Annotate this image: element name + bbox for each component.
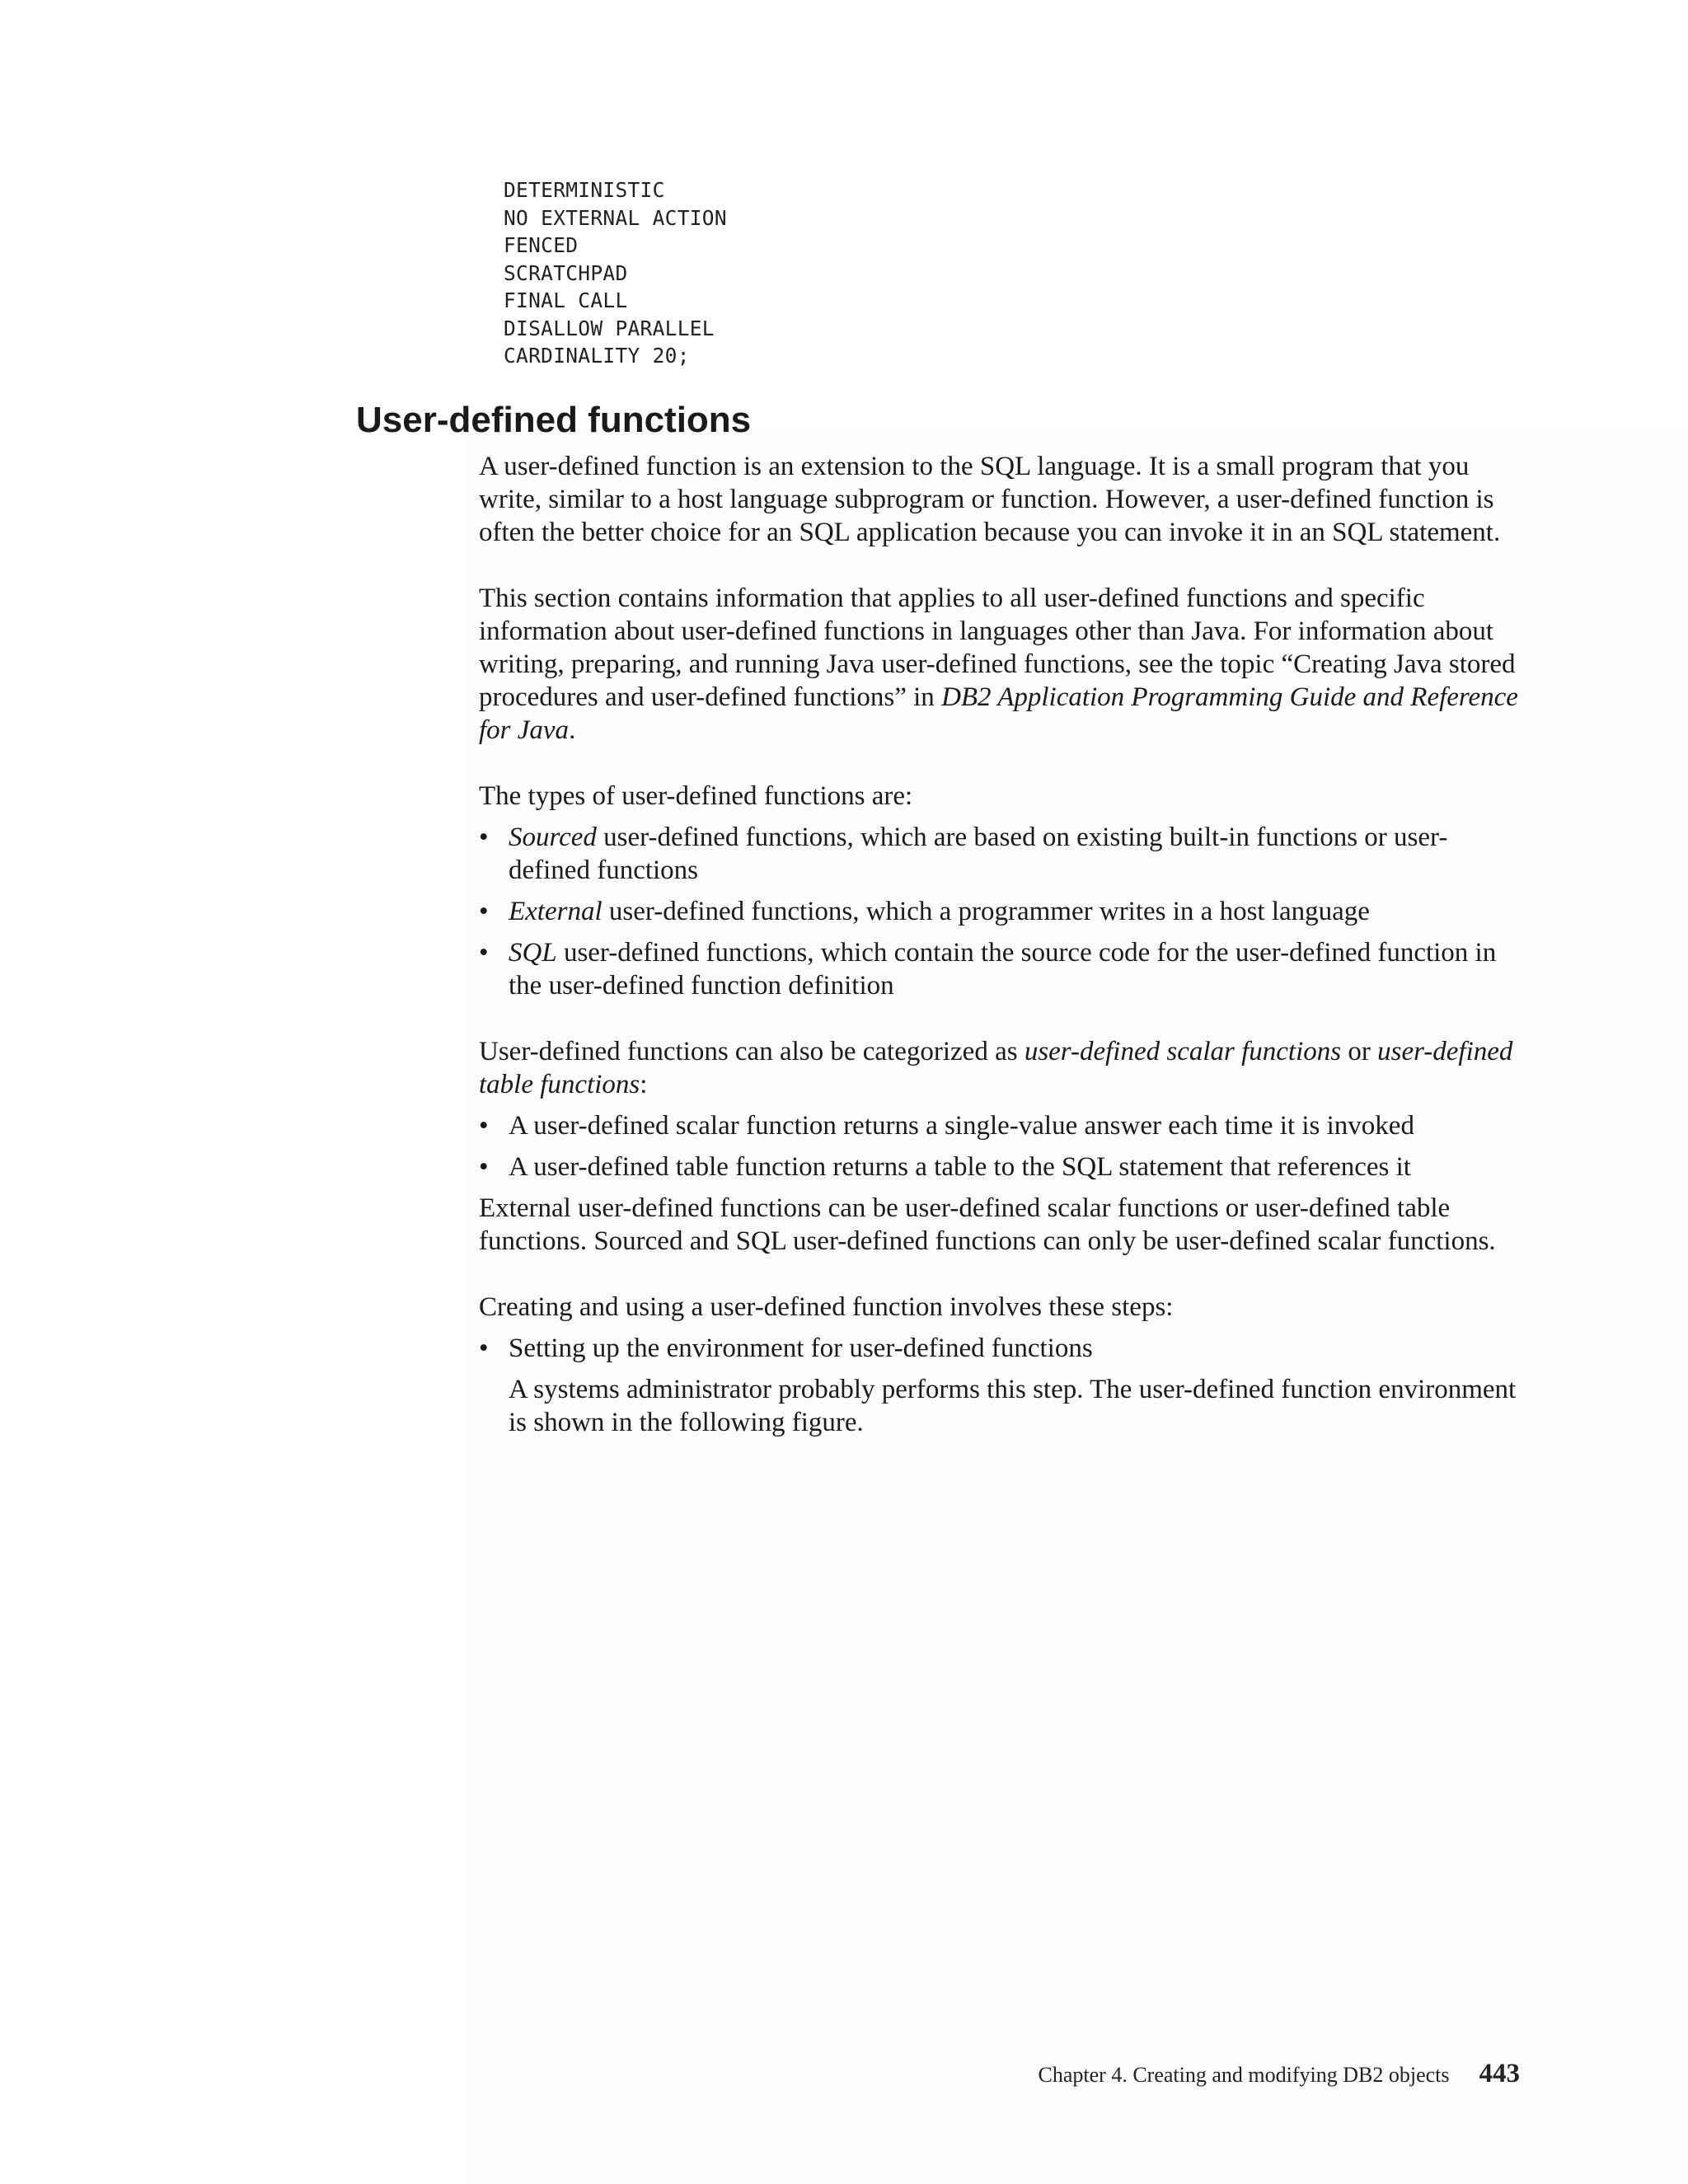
code-line: CARDINALITY 20; xyxy=(504,344,690,368)
list-item xyxy=(479,1151,1526,1183)
page-footer xyxy=(1039,2057,1520,2092)
bullet-icon: • xyxy=(479,1333,489,1363)
types-intro: The types of user-defined functions are: xyxy=(479,781,913,811)
category-end: : xyxy=(640,1070,648,1099)
type-term: External xyxy=(509,897,603,926)
chapter-title: Chapter 4. Creating and modifying DB2 objects xyxy=(1038,2063,1450,2087)
scalar-term: user-defined scalar functions xyxy=(1024,1037,1342,1066)
list-item xyxy=(479,936,1526,1002)
code-line: DISALLOW PARALLEL xyxy=(504,316,715,340)
intro-paragraph: A user-defined function is an extension to the SQL language. It is a small program that you write, similar to a host language subprogram or function. However, a user-defined function is often the better choice for an SQL application because you can invoke it in an SQL statement. xyxy=(479,452,1501,547)
bullet-icon: • xyxy=(479,1111,489,1141)
list-item xyxy=(479,895,1526,928)
scope-paragraph xyxy=(479,582,1526,747)
category-item-text: A user-defined scalar function returns a single-value answer each time it is invoked xyxy=(509,1111,1414,1141)
book-reference: DB2 Application Programming Guide and Reference for Java xyxy=(479,682,1518,745)
bullet-icon: • xyxy=(479,897,489,926)
section-heading: User-defined functions xyxy=(356,400,752,440)
bullet-icon: • xyxy=(479,823,489,852)
type-term: SQL xyxy=(509,938,557,968)
code-line: NO EXTERNAL ACTION xyxy=(504,205,727,230)
category-paragraph xyxy=(479,1035,1526,1101)
type-description: user-defined functions, which contain the source code for the user-defined function in the user-defined function definition xyxy=(509,938,1497,1001)
bullet-icon: • xyxy=(479,1152,489,1182)
steps-list xyxy=(479,1332,1526,1365)
category-item-text: A user-defined table function returns a table to the SQL statement that references it xyxy=(509,1152,1411,1182)
category-list xyxy=(479,1109,1526,1183)
code-line: SCRATCHPAD xyxy=(504,260,628,285)
code-line: FINAL CALL xyxy=(504,288,628,312)
step-detail: A systems administrator probably performs this step. The user-defined function environment is shown in the following figure. xyxy=(509,1375,1517,1437)
table-term: user-defined table functions xyxy=(479,1037,1513,1099)
section-body xyxy=(479,450,1526,1439)
code-snippet xyxy=(504,176,727,370)
type-term: Sourced xyxy=(509,823,597,852)
scope-end: . xyxy=(569,715,576,745)
code-line: FENCED xyxy=(504,233,579,257)
external-paragraph: External user-defined functions can be user-defined scalar functions or user-defined table functions. Sourced and SQL user-defined functions can only be user-defined scalar functions. xyxy=(479,1193,1496,1256)
scope-text: This section contains information that applies to all user-defined functions and specific information about user-defined functions in languages other than Java. For information about writing, preparing, and running Java user-defined functions, see the topic “Creating Java stored procedures and user-defined functions” in xyxy=(479,583,1516,712)
bullet-icon: • xyxy=(479,938,489,968)
category-text: User-defined functions can also be categorized as xyxy=(479,1037,1025,1066)
steps-intro: Creating and using a user-defined function involves these steps: xyxy=(479,1292,1174,1322)
code-line: DETERMINISTIC xyxy=(504,178,665,202)
list-item xyxy=(479,1332,1526,1365)
page-number: 443 xyxy=(1479,2059,1520,2088)
types-list xyxy=(479,821,1526,1002)
list-item xyxy=(479,821,1526,887)
step-label: Setting up the environment for user-defined functions xyxy=(509,1333,1093,1363)
category-or: or xyxy=(1341,1037,1378,1066)
type-description: user-defined functions, which are based on existing built-in functions or user-defined functions xyxy=(509,823,1448,885)
type-description: user-defined functions, which a programmer writes in a host language xyxy=(602,897,1370,926)
list-item xyxy=(479,1109,1526,1142)
